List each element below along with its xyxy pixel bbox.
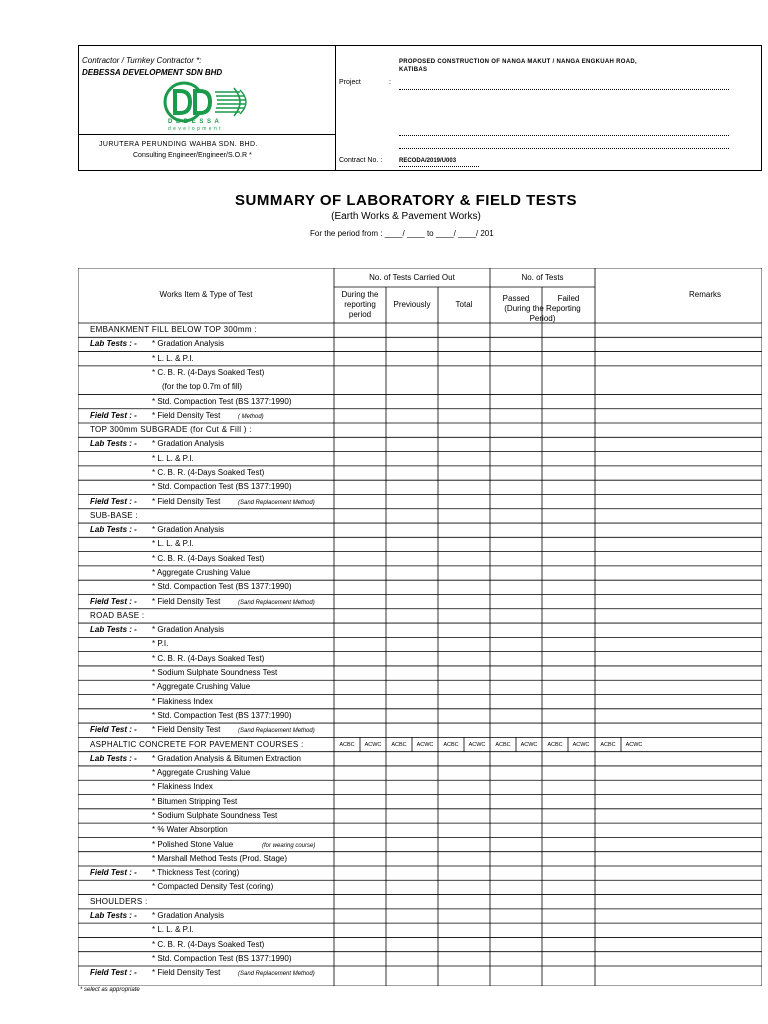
test-item-label: * Field Density Test — [152, 968, 221, 978]
page-subtitle: (Earth Works & Pavement Works) — [331, 211, 481, 222]
test-item-label: * Thickness Test (coring) — [152, 868, 240, 878]
test-item-label: * Std. Compaction Test (BS 1377:1990) — [152, 482, 292, 492]
contract-label: Contract No. : — [339, 157, 383, 164]
acwc-label: ACWC — [520, 741, 538, 748]
col-during-header-3: period — [348, 310, 372, 319]
row-lead-label: Lab Tests : - — [90, 439, 137, 449]
logo-text-1: D E B E S S A — [168, 119, 220, 125]
acbc-label: ACBC — [391, 741, 407, 748]
test-item-label: * Gradation Analysis — [152, 625, 225, 635]
contractor-name: DEBESSA DEVELOPMENT SDN BHD — [82, 68, 223, 77]
test-item-label: * Gradation Analysis — [152, 339, 225, 349]
row-lead-label: Field Test : - — [90, 725, 137, 735]
test-item-label: * % Water Absorption — [152, 825, 228, 835]
test-item-label: * Gradation Analysis — [152, 910, 225, 920]
test-item-label: * Field Density Test — [152, 725, 221, 735]
test-method-note: (Sand Replacement Method) — [238, 599, 315, 606]
test-item-label: * Polished Stone Value — [152, 839, 234, 849]
project-line-2: KATIBAS — [399, 67, 428, 73]
test-item-label: * Sodium Sulphate Soundness Test — [152, 668, 278, 678]
section-heading: ROAD BASE : — [90, 610, 145, 620]
row-lead-label: Field Test : - — [90, 410, 137, 420]
contract-no: RECODA/2019/U003 — [399, 158, 457, 164]
acbc-label: ACBC — [339, 741, 355, 748]
test-method-note: ( Method) — [238, 413, 264, 420]
acwc-label: ACWC — [364, 741, 382, 748]
debessa-logo — [160, 80, 254, 132]
test-item-label: * L. L. & P.I. — [152, 453, 194, 463]
section-heading: TOP 300mm SUBGRADE (for Cut & Fill ) : — [90, 425, 252, 435]
page-title: SUMMARY OF LABORATORY & FIELD TESTS — [235, 192, 577, 209]
acbc-label: ACBC — [443, 741, 459, 748]
test-item-label: * Field Density Test — [152, 596, 221, 606]
test-item-label: * C. B. R. (4-Days Soaked Test) — [152, 553, 265, 563]
col-works-header: Works Item & Type of Test — [159, 290, 253, 299]
test-item-label: * Flakiness Index — [152, 782, 213, 792]
test-item-label: * Compacted Density Test (coring) — [152, 882, 274, 892]
test-item-label: * Field Density Test — [152, 496, 221, 506]
col-previously-header: Previously — [393, 300, 431, 309]
test-item-label: * Std. Compaction Test (BS 1377:1990) — [152, 396, 292, 406]
col-total-header: Total — [455, 300, 473, 309]
test-method-note: (Sand Replacement Method) — [238, 499, 315, 506]
footnote: * select as appropriate — [80, 987, 140, 993]
row-lead-label: Lab Tests : - — [90, 753, 137, 763]
acbc-label: ACBC — [600, 741, 616, 748]
col-remarks-header: Remarks — [688, 290, 721, 299]
section-heading: SHOULDERS : — [90, 896, 148, 906]
test-item-label: * C. B. R. (4-Days Soaked Test) — [152, 367, 265, 377]
col-during-header-2: reporting — [344, 300, 376, 309]
test-item-label: * L. L. & P.I. — [152, 925, 194, 935]
test-item-label: * L. L. & P.I. — [152, 353, 194, 363]
test-item-label: * Sodium Sulphate Soundness Test — [152, 810, 278, 820]
tests-table — [78, 268, 762, 986]
test-item-label: * Field Density Test — [152, 410, 221, 420]
test-item-label: * Gradation Analysis & Bitumen Extraction — [152, 753, 301, 763]
period-line: For the period from : ____/ ____ to ____/ ____/ 201 — [310, 229, 494, 238]
row-lead-label: Field Test : - — [90, 496, 137, 506]
project-label: Project — [339, 79, 361, 86]
col-during-header-1: During the — [341, 290, 379, 299]
contractor-label: Contractor / Turnkey Contractor *: — [82, 56, 202, 65]
col-reporting-header-1: (During the Reporting — [504, 304, 581, 313]
test-method-note: (Sand Replacement Method) — [238, 728, 315, 735]
logo-text-2: d e v e l o p m e n t — [168, 126, 222, 132]
col-failed-header: Failed — [557, 294, 580, 303]
acwc-label: ACWC — [416, 741, 434, 748]
project-colon: : — [389, 79, 391, 86]
acwc-label: ACWC — [572, 741, 590, 748]
row-lead-label: Lab Tests : - — [90, 910, 137, 920]
test-item-label: * Std. Compaction Test (BS 1377:1990) — [152, 710, 292, 720]
consultant-name: JURUTERA PERUNDING WAHBA SDN. BHD. — [99, 141, 258, 148]
row-lead-label: Field Test : - — [90, 868, 137, 878]
col-reporting-header-2: Period) — [529, 314, 556, 323]
test-method-note: (for wearing course) — [262, 842, 316, 849]
row-lead-label: Lab Tests : - — [90, 339, 137, 349]
row-lead-label: Lab Tests : - — [90, 525, 137, 535]
section-heading: ASPHALTIC CONCRETE FOR PAVEMENT COURSES : — [90, 739, 304, 749]
test-item-label: * Flakiness Index — [152, 696, 213, 706]
section-heading: EMBANKMENT FILL BELOW TOP 300mm : — [90, 325, 257, 335]
acbc-label: ACBC — [495, 741, 511, 748]
test-item-label: * Aggregate Crushing Value — [152, 768, 251, 778]
row-lead-label: Field Test : - — [90, 596, 137, 606]
test-item-label: * P.I. — [152, 639, 169, 649]
col-tests-result-header: No. of Tests — [521, 273, 564, 282]
col-passed-header: Passed — [502, 294, 530, 303]
acwc-label: ACWC — [625, 741, 643, 748]
test-item-label: * Gradation Analysis — [152, 525, 225, 535]
test-method-note: (Sand Replacement Method) — [238, 971, 315, 978]
test-item-label: * Aggregate Crushing Value — [152, 682, 251, 692]
test-item-label: * Bitumen Stripping Test — [152, 796, 238, 806]
test-item-label: * Gradation Analysis — [152, 439, 225, 449]
test-item-label: * Marshall Method Tests (Prod. Stage) — [152, 853, 288, 863]
test-item-label: * C. B. R. (4-Days Soaked Test) — [152, 939, 265, 949]
project-line-1: PROPOSED CONSTRUCTION OF NANGA MAKUT / NANGA ENGKUAH ROAD, — [399, 59, 637, 65]
row-lead-label: Lab Tests : - — [90, 625, 137, 635]
test-item-label: * Std. Compaction Test (BS 1377:1990) — [152, 582, 292, 592]
test-item-label: * C. B. R. (4-Days Soaked Test) — [152, 468, 265, 478]
test-item-label: * C. B. R. (4-Days Soaked Test) — [152, 653, 265, 663]
test-item-note: (for the top 0.7m of fill) — [162, 382, 243, 392]
acwc-label: ACWC — [468, 741, 486, 748]
consultant-role: Consulting Engineer/Engineer/S.O.R * — [133, 152, 252, 159]
row-lead-label: Field Test : - — [90, 968, 137, 978]
test-item-label: * L. L. & P.I. — [152, 539, 194, 549]
test-item-label: * Std. Compaction Test (BS 1377:1990) — [152, 953, 292, 963]
col-tests-carried-header: No. of Tests Carried Out — [369, 273, 455, 282]
acbc-label: ACBC — [547, 741, 563, 748]
section-heading: SUB-BASE : — [90, 510, 138, 520]
test-item-label: * Aggregate Crushing Value — [152, 568, 251, 578]
